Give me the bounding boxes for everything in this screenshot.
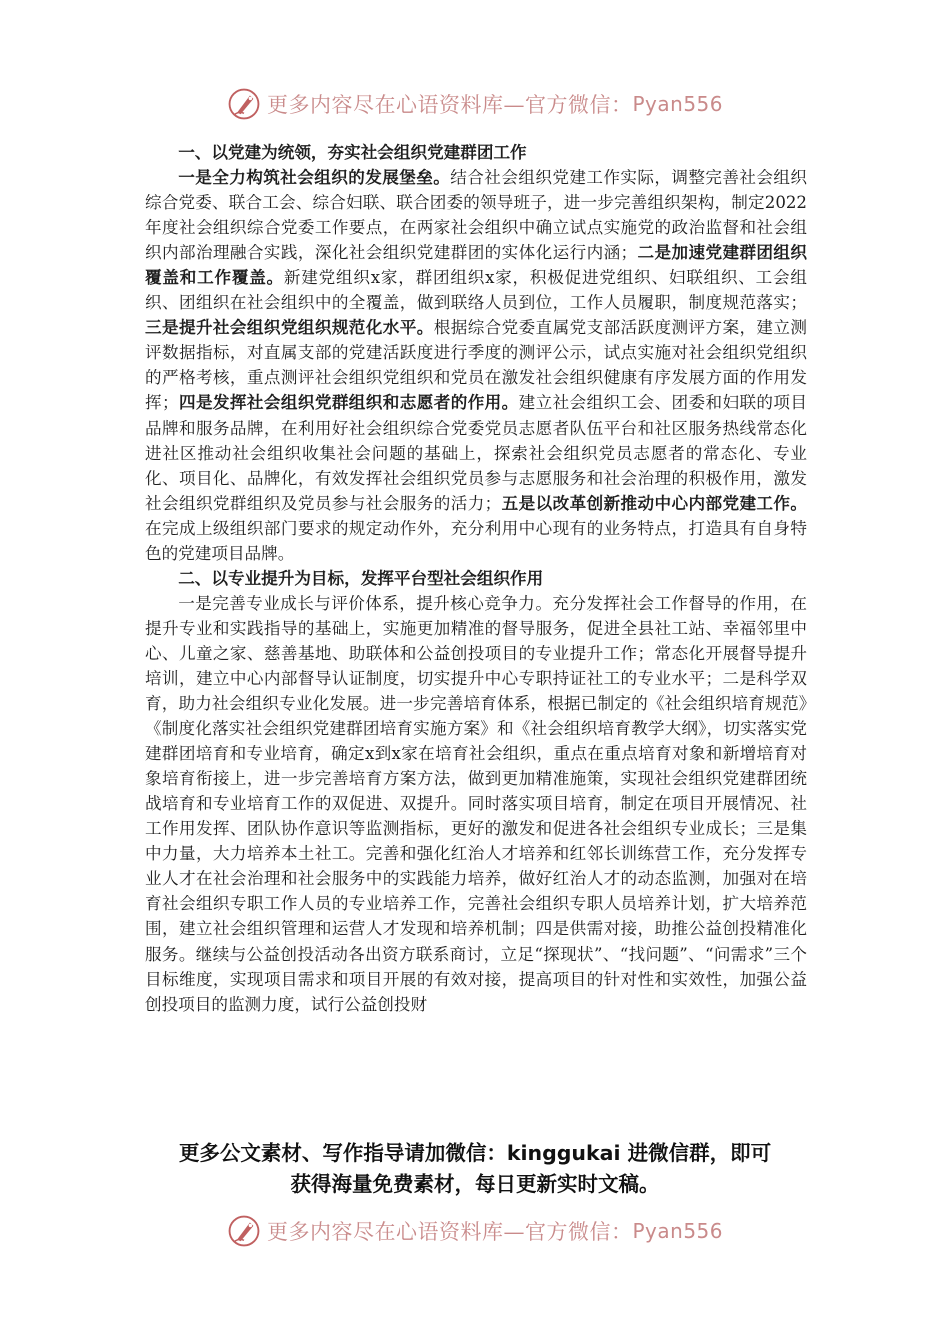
watermark-text: 更多内容尽在心语资料库—官方微信： — [266, 1220, 633, 1244]
point-2-title: 二是加速党建群团组织覆盖和工作覆盖。 — [145, 243, 807, 288]
section-1-paragraph — [145, 165, 807, 566]
pen-nib-logo-icon — [227, 87, 261, 121]
point-3-text: 根据综合党委直属党支部活跃度测评方案，建立测评数据指标，对直属支部的党建活跃度进行季度的测评公示，试点实施对社会组织党组织的严格考核，重点测评社会组织党组织和党员在激发社会组织健康有序发展方面的作用发挥； — [145, 318, 807, 413]
watermark-wechat-id: Pyan556 — [632, 92, 723, 116]
promo-banner — [100, 1138, 850, 1200]
point-5-text: 在完成上级组织部门要求的规定动作外，充分利用中心现有的业务特点，打造具有自身特色的党建项目品牌。 — [145, 518, 807, 563]
point-4-text: 建立社会组织工会、团委和妇联的项目品牌和服务品牌，在利用好社会组织综合党委党员志愿者队伍平台和社区服务热线常态化进社区推动社会组织收集社会问题的基础上，探索社会组织党员志愿者的常态化、专业化、项目化、品牌化，有效发挥社会组织党员参与志愿服务和社会治理的积极作用，激发社会组织党群组织及党员参与社会服务的活力； — [145, 393, 807, 513]
point-4-title: 四是发挥社会组织党群组织和志愿者的作用。 — [178, 393, 519, 413]
point-3-title: 三是提升社会组织党组织规范化水平。 — [145, 318, 434, 338]
point-2-text: 新建党组织x家，群团组织x家，积极促进党组织、妇联组织、工会组织、团组织在社会组织中的全覆盖，做到联络人员到位，工作人员履职，制度规范落实； — [145, 268, 807, 313]
section-1-heading: 一、以党建为统领，夯实社会组织党建群团工作 — [178, 143, 527, 162]
section-2-paragraph: 一是完善专业成长与评价体系，提升核心竞争力。充分发挥社会工作督导的作用，在提升专业和实践指导的基础上，实施更加精准的督导服务，促进全县社工站、幸福邻里中心、儿童之家、慈善基地、助联体和公益创投项目的专业提升工作；常态化开展督导提升培训，建立中心内部督导认证制度，切实提升中心专职持证社工的专业水平；二是科学双育，助力社会组织专业化发展。进一步完善培育体系，根据已制定的《社会组织培育规范》《制度化落实社会组织党建群团培育实施方案》和《社会组织培育教学大纲》，切实落实党建群团培育和专业培育，确定x到x家在培育社会组织，重点在重点培育对象和新增培育对象培育衔接上，进一步完善培育方案方法，做到更加精准施策，实现社会组织党建群团统战培育和专业培育工作的双促进、双提升。同时落实项目培育，制定在项目开展情况、社工作用发挥、团队协作意识等监测指标，更好的激发和促进各社会组织专业成长；三是集中力量，大力培养本土社工。完善和强化红治人才培养和红邻长训练营工作，充分发挥专业人才在社会治理和社会服务中的实践能力培养，做好红治人才的动态监测，加强对在培育社会组织专职工作人员的专业培养工作，完善社会组织专职人员培养计划，扩大培养范围，建立社会组织管理和运营人才发现和培养机制；四是供需对接，助推公益创投精准化服务。继续与公益创投活动各出资方联系商讨，立足“探现状”、“找问题”、“问需求”三个目标维度，实现项目需求和项目开展的有效对接，提高项目的针对性和实效性，加强公益创投项目的监测力度，试行公益创投财 — [145, 593, 807, 1014]
promo-line-2: 获得海量免费素材，每日更新实时文稿。 — [290, 1172, 660, 1196]
point-1-title: 一是全力构筑社会组织的发展堡垒。 — [178, 168, 451, 188]
watermark-wechat-id: Pyan556 — [632, 1219, 723, 1243]
promo-line-1: 更多公文素材、写作指导请加微信：kinggukai 进微信群，即可 — [178, 1141, 772, 1165]
point-5-title: 五是以改革创新推动中心内部党建工作。 — [501, 493, 807, 513]
document-body — [145, 140, 807, 1017]
watermark-header — [0, 84, 950, 124]
watermark-footer — [0, 1211, 950, 1251]
point-1-text: 结合社会组织党建工作实际，调整完善社会组织综合党委、联合工会、综合妇联、联合团委的领导班子，进一步完善组织架构，制定2022年度社会组织综合党委工作要点，在两家社会组织中确立试点实施党的政治监督和社会组织内部治理融合实践，深化社会组织党建群团的实体化运行内涵； — [145, 168, 808, 263]
watermark-text: 更多内容尽在心语资料库—官方微信： — [266, 93, 633, 117]
section-2-heading: 二、以专业提升为目标，发挥平台型社会组织作用 — [178, 568, 544, 588]
pen-nib-logo-icon — [227, 1214, 261, 1248]
